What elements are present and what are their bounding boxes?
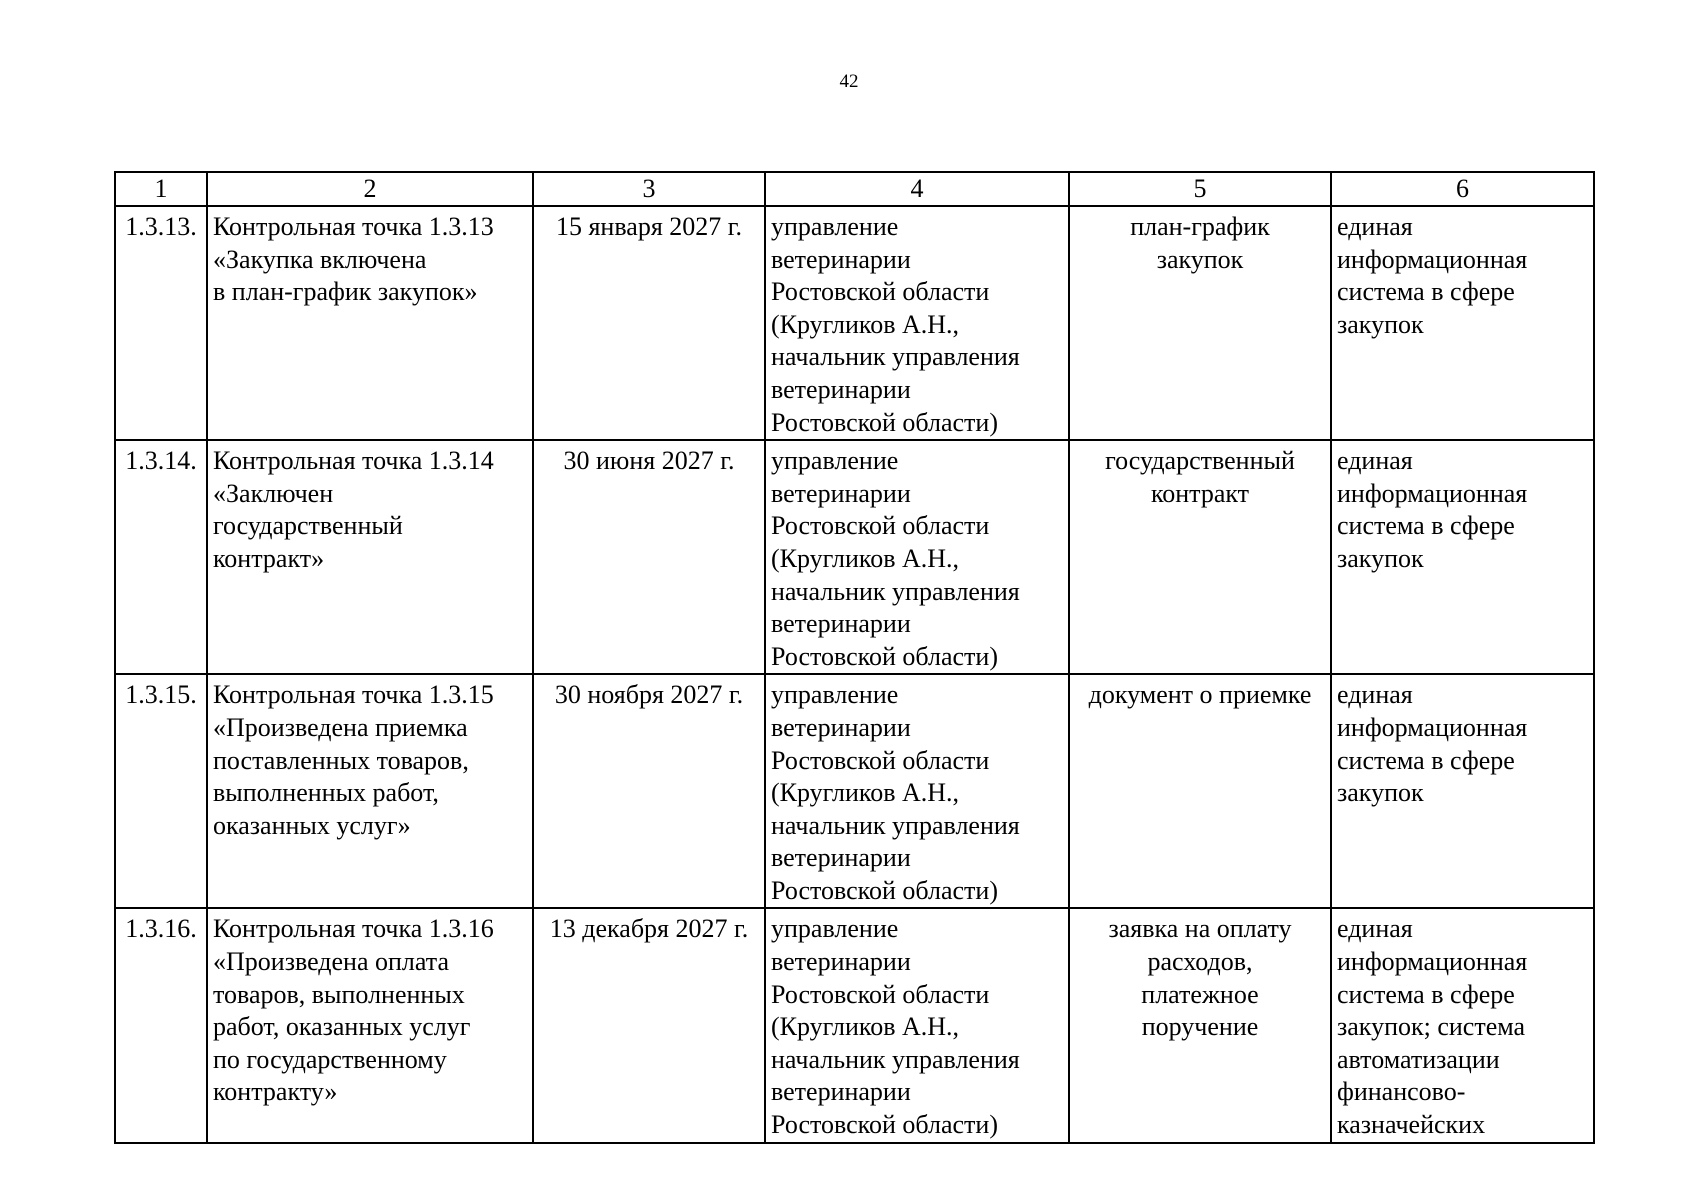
information-system-cell — [1331, 440, 1594, 674]
cell-text-line: документ о приемке — [1088, 680, 1312, 710]
cell-text-line: (Кругликов А.Н., — [771, 778, 960, 808]
information-system-cell — [1331, 206, 1594, 440]
cell-text-line: ветеринарии — [771, 947, 911, 977]
cell-text-line: контракту» — [213, 1077, 338, 1107]
row-number-cell: 1.3.14. — [115, 440, 207, 674]
cell-text-line: ветеринарии — [771, 478, 911, 508]
column-header-2: 2 — [207, 172, 533, 206]
cell-text-line: единая — [1337, 212, 1413, 241]
cell-text-line: Ростовской области) — [771, 407, 998, 437]
due-date-cell: 30 ноября 2027 г. — [533, 674, 765, 908]
column-header-4: 4 — [765, 172, 1069, 206]
cell-text-line: Контрольная точка 1.3.13 — [213, 212, 494, 241]
cell-text-line: контракт — [1150, 478, 1250, 508]
cell-text-line: в план-график закупок» — [213, 277, 478, 307]
cell-text-line: казначейских — [1337, 1110, 1486, 1140]
cell-text-line: Контрольная точка 1.3.16 — [213, 914, 494, 944]
due-date-cell: 30 июня 2027 г. — [533, 440, 765, 674]
cell-text-line: выполненных работ, — [213, 778, 439, 808]
cell-text-line: Ростовской области) — [771, 1110, 998, 1140]
cell-text-line: закупок — [1337, 778, 1424, 808]
cell-text-line: «Произведена оплата — [213, 947, 449, 977]
cell-text-line: информационная — [1337, 478, 1528, 508]
responsible-cell — [765, 674, 1069, 908]
cell-text-line: поручение — [1141, 1012, 1259, 1042]
cell-text-line: управление — [771, 446, 899, 476]
information-system-cell — [1331, 674, 1594, 908]
cell-text-line: система в сфере — [1337, 511, 1515, 541]
table-row — [115, 908, 1594, 1142]
cell-text-line: заявка на оплату — [1108, 914, 1292, 944]
cell-text-line: единая — [1337, 446, 1413, 476]
table-row — [115, 674, 1594, 908]
cell-text-line: Ростовской области — [771, 745, 990, 775]
cell-text-line: расходов, — [1147, 947, 1253, 977]
cell-text-line: начальник управления — [771, 810, 1020, 840]
cell-text-line: работ, оказанных услуг — [213, 1012, 471, 1042]
cell-text-line: Ростовской области — [771, 277, 990, 307]
cell-text-line: автоматизации — [1337, 1044, 1500, 1074]
cell-text-line: «Заключен — [213, 478, 334, 508]
cell-text-line: ветеринарии — [771, 1077, 911, 1107]
cell-text-line: оказанных услуг» — [213, 810, 411, 840]
due-date-cell: 13 декабря 2027 г. — [533, 908, 765, 1142]
cell-text-line: платежное — [1141, 979, 1259, 1009]
cell-text-line: система в сфере — [1337, 979, 1515, 1009]
cell-text-line: ветеринарии — [771, 244, 911, 274]
row-number-cell: 1.3.13. — [115, 206, 207, 440]
cell-text-line: Ростовской области) — [771, 641, 998, 671]
cell-text-line: управление — [771, 212, 899, 241]
page-number: 42 — [839, 71, 859, 92]
cell-text-line: единая — [1337, 680, 1413, 710]
row-number-cell: 1.3.16. — [115, 908, 207, 1142]
cell-text-line: единая — [1337, 914, 1413, 944]
cell-text-line: управление — [771, 680, 899, 710]
cell-text-line: ветеринарии — [771, 609, 911, 639]
cell-text-line: закупок — [1337, 543, 1424, 573]
header-row — [115, 172, 1594, 206]
document-type-cell — [1069, 206, 1331, 440]
table-body — [115, 172, 1594, 1143]
table-row — [115, 206, 1594, 440]
column-header-1: 1 — [115, 172, 207, 206]
cell-text-line: (Кругликов А.Н., — [771, 543, 960, 573]
cell-text-line: государственный — [1105, 446, 1295, 476]
cell-text-line: закупок — [1156, 244, 1244, 274]
cell-text-line: ветеринарии — [771, 712, 911, 742]
cell-text-line: ветеринарии — [771, 843, 911, 873]
table-row — [115, 440, 1594, 674]
document-type-cell — [1069, 674, 1331, 908]
cell-text-line: Ростовской области — [771, 511, 990, 541]
cell-text-line: (Кругликов А.Н., — [771, 309, 960, 339]
cell-text-line: ветеринарии — [771, 374, 911, 404]
cell-text-line: «Произведена приемка — [213, 712, 468, 742]
cell-text-line: (Кругликов А.Н., — [771, 1012, 960, 1042]
control-point-name-cell — [207, 674, 533, 908]
cell-text-line: система в сфере — [1337, 745, 1515, 775]
cell-text-line: контракт» — [213, 543, 325, 573]
cell-text-line: информационная — [1337, 244, 1528, 274]
cell-text-line: товаров, выполненных — [213, 979, 465, 1009]
cell-text-line: Ростовской области) — [771, 875, 998, 905]
responsible-cell — [765, 908, 1069, 1142]
cell-text-line: Ростовской области — [771, 979, 990, 1009]
control-point-name-cell — [207, 908, 533, 1142]
document-type-cell — [1069, 440, 1331, 674]
cell-text-line: закупок — [1337, 309, 1424, 339]
column-header-6: 6 — [1331, 172, 1594, 206]
control-point-name-cell — [207, 440, 533, 674]
control-points-table — [114, 171, 1595, 1144]
cell-text-line: «Закупка включена — [213, 244, 427, 274]
cell-text-line: Контрольная точка 1.3.15 — [213, 680, 494, 710]
control-point-name-cell — [207, 206, 533, 440]
cell-text-line: государственный — [213, 511, 403, 541]
responsible-cell — [765, 440, 1069, 674]
cell-text-line: начальник управления — [771, 342, 1020, 372]
responsible-cell — [765, 206, 1069, 440]
cell-text-line: начальник управления — [771, 1044, 1020, 1074]
cell-text-line: управление — [771, 914, 899, 944]
cell-text-line: Контрольная точка 1.3.14 — [213, 446, 494, 476]
cell-text-line: закупок; система — [1337, 1012, 1526, 1042]
information-system-cell — [1331, 908, 1594, 1142]
cell-text-line: начальник управления — [771, 576, 1020, 606]
cell-text-line: поставленных товаров, — [213, 745, 469, 775]
cell-text-line: информационная — [1337, 712, 1528, 742]
cell-text-line: финансово- — [1337, 1077, 1466, 1107]
cell-text-line: система в сфере — [1337, 277, 1515, 307]
row-number-cell: 1.3.15. — [115, 674, 207, 908]
column-header-5: 5 — [1069, 172, 1331, 206]
document-type-cell — [1069, 908, 1331, 1142]
cell-text-line: информационная — [1337, 947, 1528, 977]
column-header-3: 3 — [533, 172, 765, 206]
cell-text-line: по государственному — [213, 1044, 447, 1074]
due-date-cell: 15 января 2027 г. — [533, 206, 765, 440]
cell-text-line: план-график — [1130, 212, 1270, 241]
